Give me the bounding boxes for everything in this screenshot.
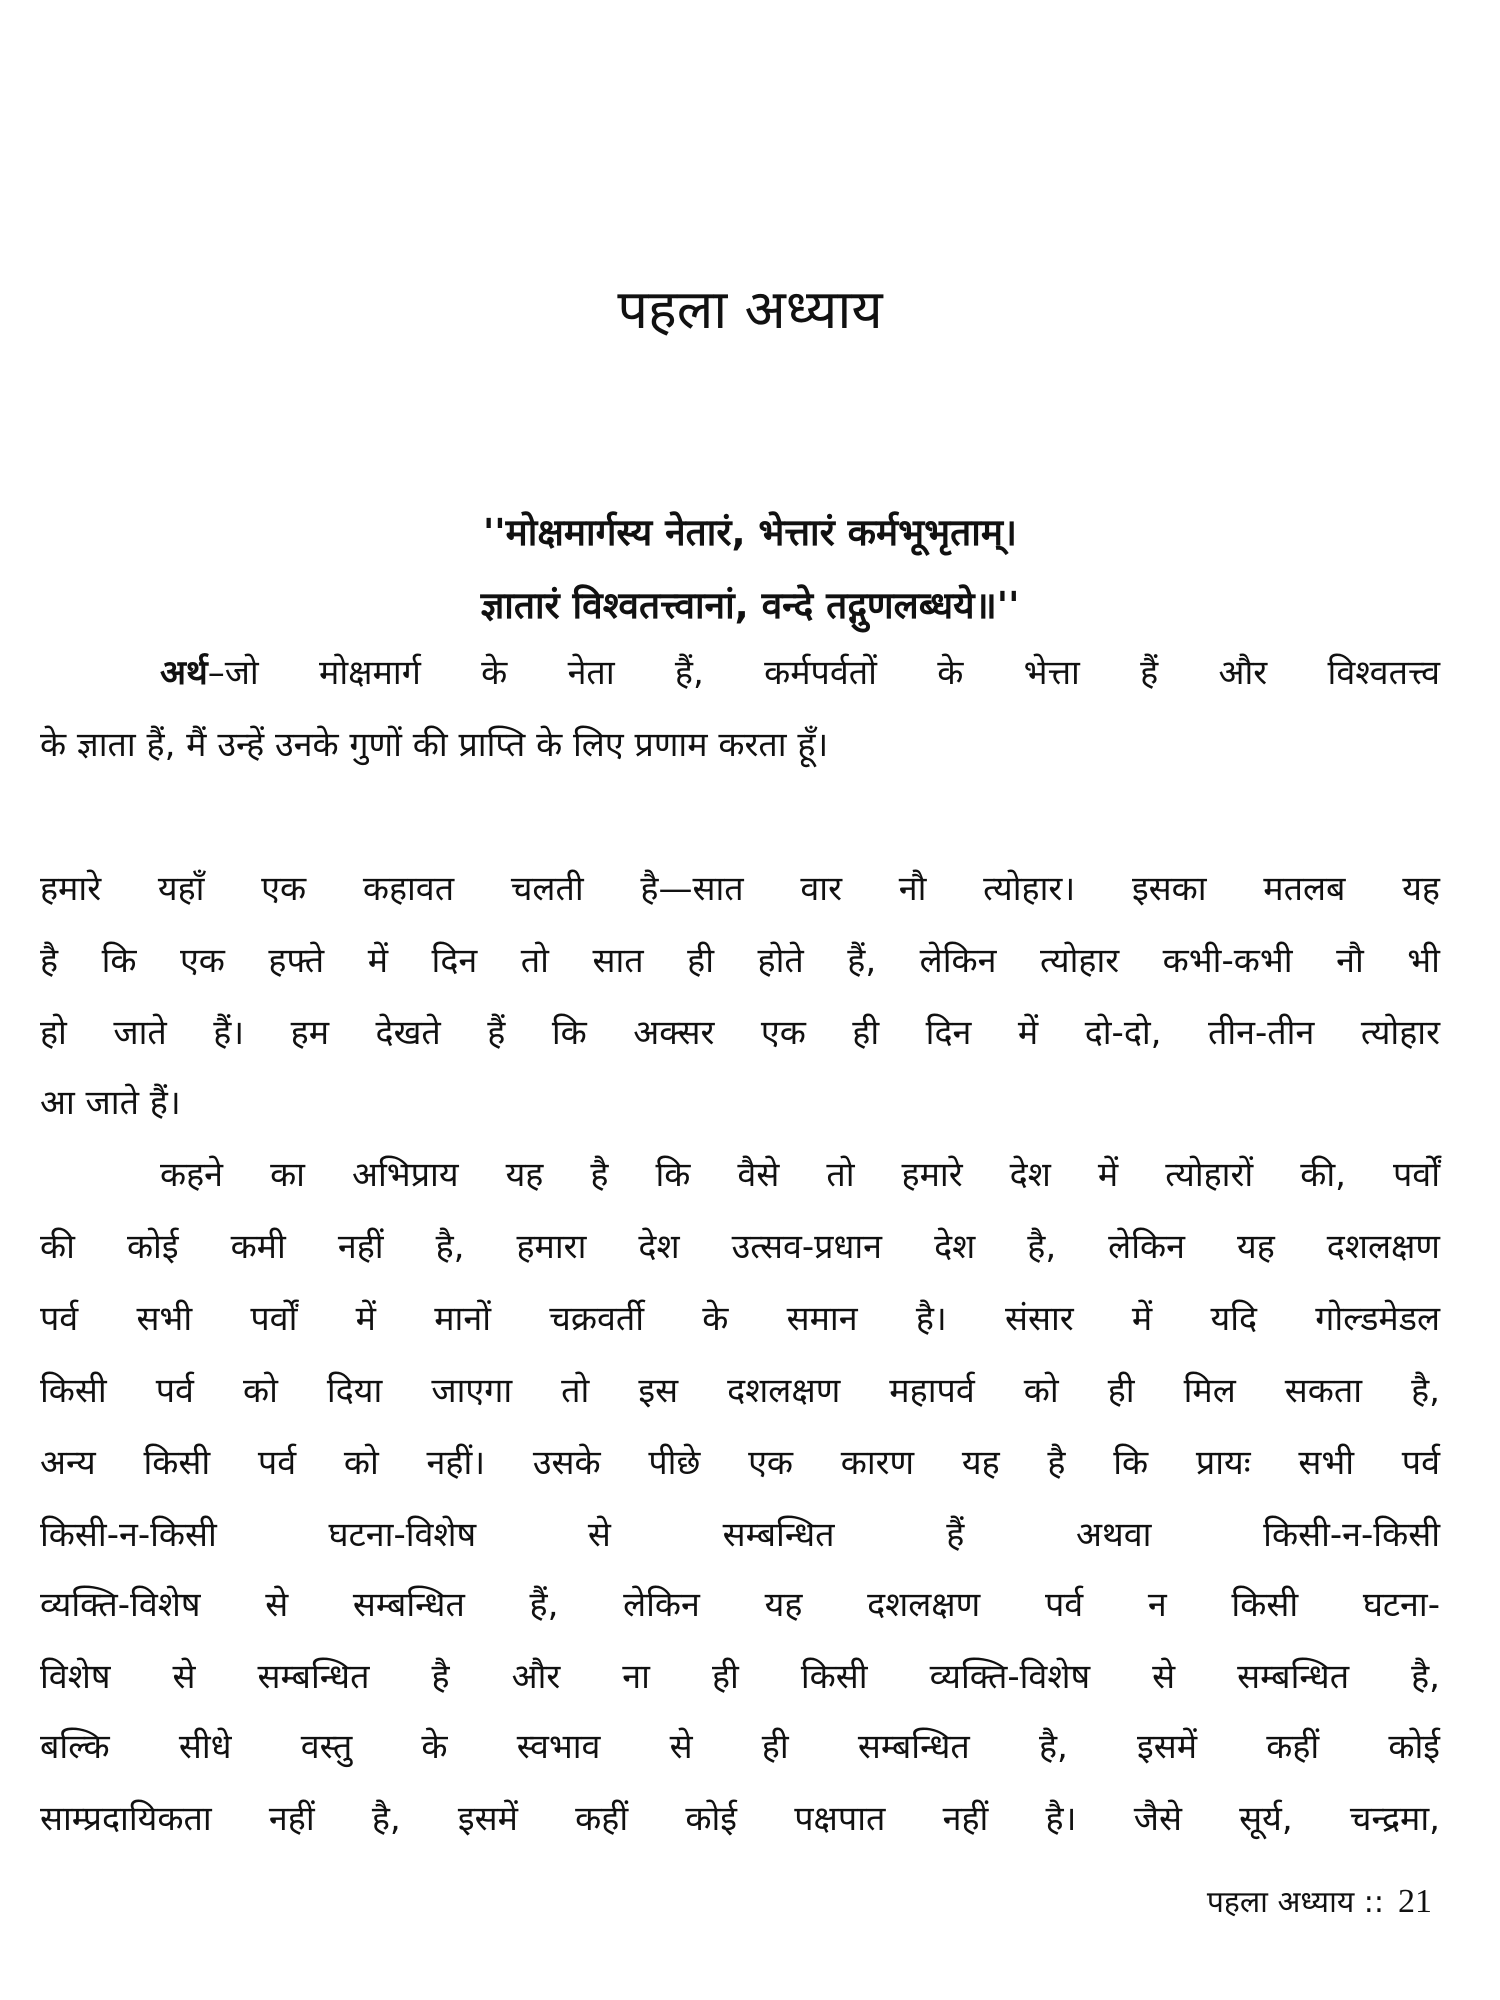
verse-line-2: ज्ञातारं विश्वतत्त्वानां, वन्दे तद्गुणलब्धये॥'' xyxy=(480,584,1020,627)
paragraph-2-line: की कोई कमी नहीं है, हमारा देश उत्सव-प्रधान देश है, लेकिन यह दशलक्षण xyxy=(40,1227,1440,1267)
page-footer xyxy=(1207,1880,1432,1921)
paragraph-2-line: किसी पर्व को दिया जाएगा तो इस दशलक्षण महापर्व को ही मिल सकता है, xyxy=(40,1371,1440,1411)
paragraph-2-line: व्यक्ति-विशेष से सम्बन्धित हैं, लेकिन यह दशलक्षण पर्व न किसी घटना- xyxy=(40,1585,1440,1625)
meaning-line-2: के ज्ञाता हैं, मैं उन्हें उनके गुणों की प्राप्ति के लिए प्रणाम करता हूँ। xyxy=(40,725,829,765)
paragraph-1-line: आ जाते हैं। xyxy=(40,1083,181,1123)
paragraph-2-line: कहने का अभिप्राय यह है कि वैसे तो हमारे देश में त्योहारों की, पर्वों xyxy=(160,1155,1440,1195)
page-number: 21 xyxy=(1398,1883,1432,1920)
meaning-label: अर्थ xyxy=(160,653,208,693)
running-title: पहला अध्याय :: xyxy=(1206,1885,1384,1920)
paragraph-2-line: साम्प्रदायिकता नहीं है, इसमें कहीं कोई पक्षपात नहीं है। जैसे सूर्य, चन्द्रमा, xyxy=(40,1799,1440,1839)
paragraph-2-line: विशेष से सम्बन्धित है और ना ही किसी व्यक्ति-विशेष से सम्बन्धित है, xyxy=(40,1657,1440,1697)
paragraph-2-line: बल्कि सीधे वस्तु के स्वभाव से ही सम्बन्धित है, इसमें कहीं कोई xyxy=(40,1727,1440,1767)
verse-line-1: ''मोक्षमार्गस्य नेतारं, भेत्तारं कर्मभूभृताम्। xyxy=(482,511,1017,554)
paragraph-2-line: किसी-न-किसी घटना-विशेष से सम्बन्धित हैं अथवा किसी-न-किसी xyxy=(40,1515,1440,1555)
paragraph-2-line: अन्य किसी पर्व को नहीं। उसके पीछे एक कारण यह है कि प्रायः सभी पर्व xyxy=(40,1443,1440,1483)
paragraph-1-line: है कि एक हफ्ते में दिन तो सात ही होते हैं, लेकिन त्योहार कभी-कभी नौ भी xyxy=(40,941,1440,981)
paragraph-1-line: हमारे यहाँ एक कहावत चलती है—सात वार नौ त्योहार। इसका मतलब यह xyxy=(40,869,1440,909)
meaning-text-1: –जो मोक्षमार्ग के नेता हैं, कर्मपर्वतों के भेत्ता हैं और विश्वतत्त्व xyxy=(207,653,1440,693)
paragraph-1-line: हो जाते हैं। हम देखते हैं कि अक्सर एक ही दिन में दो-दो, तीन-तीन त्योहार xyxy=(40,1013,1440,1053)
chapter-title: पहला अध्याय xyxy=(617,278,883,341)
meaning-line-1 xyxy=(160,648,1440,694)
paragraph-2-line: पर्व सभी पर्वों में मानों चक्रवर्ती के समान है। संसार में यदि गोल्डमेडल xyxy=(40,1299,1440,1339)
